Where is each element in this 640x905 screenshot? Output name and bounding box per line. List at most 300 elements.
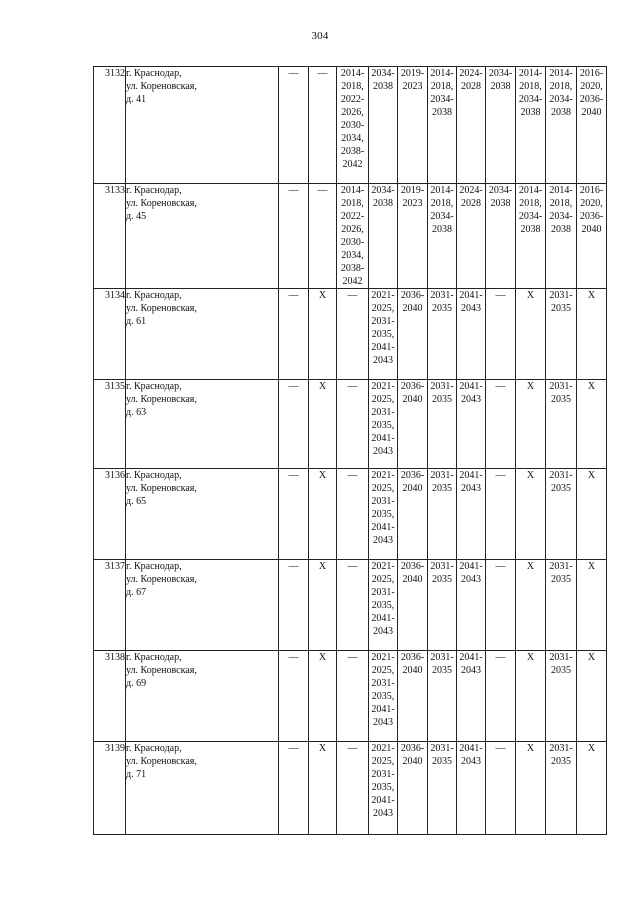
table-row xyxy=(94,380,607,469)
value-cell xyxy=(546,289,577,380)
value-line: — xyxy=(495,743,506,754)
value-line: — xyxy=(288,652,299,663)
value-line: 2035 xyxy=(551,303,571,314)
value-line: 2016- xyxy=(579,185,604,196)
value-line: 2041- xyxy=(459,743,483,754)
value-cell xyxy=(457,67,486,184)
value-line: 2018, xyxy=(549,198,573,209)
value-cell xyxy=(398,742,428,835)
value-cell xyxy=(428,742,457,835)
value-line: 2024- xyxy=(459,185,483,196)
value-line: 2025, xyxy=(371,303,395,314)
value-cell xyxy=(457,742,486,835)
value-line: X xyxy=(526,470,535,481)
value-line: 2034- xyxy=(518,94,543,105)
value-line: 2038 xyxy=(551,224,571,235)
value-line: 2040 xyxy=(402,756,423,767)
value-line: 2031- xyxy=(549,561,573,572)
address-line: г. Краснодар, xyxy=(126,743,182,754)
value-line: 2021- xyxy=(371,470,395,481)
value-cell xyxy=(546,651,577,742)
address-line: ул. Кореновская, xyxy=(126,394,197,405)
address-line: д. 41 xyxy=(126,94,147,105)
value-line: — xyxy=(347,470,358,481)
value-cell xyxy=(577,380,607,469)
value-line: 2021- xyxy=(371,381,395,392)
value-line: 2018, xyxy=(430,198,454,209)
value-line: 2043 xyxy=(373,717,393,728)
value-line: 2041- xyxy=(371,522,395,533)
value-line: 2040 xyxy=(581,224,602,235)
value-line: 2031- xyxy=(549,290,573,301)
value-line: 2028 xyxy=(461,198,481,209)
address-line: ул. Кореновская, xyxy=(126,81,197,92)
value-line: 2036- xyxy=(400,470,425,481)
value-cell xyxy=(309,469,337,560)
value-line: 2034- xyxy=(371,68,395,79)
value-line: 2043 xyxy=(461,483,481,494)
value-line: 2038- xyxy=(340,263,365,274)
value-cell xyxy=(457,184,486,289)
value-line: 2038 xyxy=(373,198,393,209)
value-line: X xyxy=(318,381,327,392)
value-cell xyxy=(546,469,577,560)
value-line: 2043 xyxy=(373,446,393,457)
value-line: 2035 xyxy=(551,574,571,585)
value-line: 2031- xyxy=(430,652,454,663)
value-cell xyxy=(398,289,428,380)
value-cell xyxy=(309,742,337,835)
value-line: 2025, xyxy=(371,665,395,676)
value-line: 2031- xyxy=(549,743,573,754)
value-line: 2019- xyxy=(400,185,425,196)
value-line: 2043 xyxy=(461,756,481,767)
row-number: 3134 xyxy=(94,289,126,380)
value-cell xyxy=(486,651,516,742)
value-line: — xyxy=(347,743,358,754)
value-line: 2040 xyxy=(402,665,423,676)
value-line: X xyxy=(587,561,596,572)
value-cell xyxy=(337,380,369,469)
value-line: 2034- xyxy=(371,185,395,196)
value-cell xyxy=(577,469,607,560)
value-line: X xyxy=(526,290,535,301)
value-line: 2042 xyxy=(342,159,363,170)
value-line: 2031- xyxy=(430,561,454,572)
value-line: 2041- xyxy=(459,290,483,301)
value-cell xyxy=(428,469,457,560)
value-line: 2035 xyxy=(432,394,452,405)
address-line: д. 65 xyxy=(126,496,147,507)
value-cell xyxy=(546,380,577,469)
value-line: 2036- xyxy=(400,381,425,392)
value-line: 2035 xyxy=(432,483,452,494)
value-line: 2036- xyxy=(400,743,425,754)
address-line: ул. Кореновская, xyxy=(126,756,197,767)
value-cell xyxy=(279,469,309,560)
value-cell xyxy=(486,184,516,289)
value-line: 2041- xyxy=(371,342,395,353)
value-cell xyxy=(516,184,546,289)
value-line: — xyxy=(347,652,358,663)
value-line: 2034, xyxy=(341,250,364,261)
value-line: 2041- xyxy=(371,795,395,806)
value-cell xyxy=(337,651,369,742)
address-cell xyxy=(126,184,279,289)
value-line: 2028 xyxy=(461,81,481,92)
address-line: г. Краснодар, xyxy=(126,561,182,572)
value-line: X xyxy=(587,652,596,663)
address-line: ул. Кореновская, xyxy=(126,574,197,585)
value-line: 2035 xyxy=(551,483,571,494)
value-cell xyxy=(398,380,428,469)
value-line: 2022- xyxy=(340,211,365,222)
value-line: 2034- xyxy=(549,211,573,222)
address-cell xyxy=(126,742,279,835)
address-cell xyxy=(126,651,279,742)
value-line: 2021- xyxy=(371,743,395,754)
address-line: д. 69 xyxy=(126,678,147,689)
address-line: г. Краснодар, xyxy=(126,652,182,663)
value-line: X xyxy=(318,561,327,572)
value-line: 2022- xyxy=(340,94,365,105)
value-line: X xyxy=(318,743,327,754)
value-line: 2035, xyxy=(371,600,395,611)
value-line: 2018, xyxy=(430,81,454,92)
address-cell xyxy=(126,380,279,469)
address-line: г. Краснодар, xyxy=(126,68,182,79)
address-cell xyxy=(126,469,279,560)
value-line: 2036- xyxy=(579,211,604,222)
value-line: 2031- xyxy=(430,470,454,481)
value-line: X xyxy=(587,381,596,392)
value-line: — xyxy=(288,68,299,79)
address-line: г. Краснодар, xyxy=(126,381,182,392)
value-line: X xyxy=(318,290,327,301)
address-line: ул. Кореновская, xyxy=(126,198,197,209)
value-line: 2043 xyxy=(373,355,393,366)
row-number: 3137 xyxy=(94,560,126,651)
value-line: 2041- xyxy=(459,652,483,663)
row-number: 3133 xyxy=(94,184,126,289)
value-line: 2031- xyxy=(549,470,573,481)
value-line: X xyxy=(526,381,535,392)
value-line: 2014- xyxy=(340,68,365,79)
value-line: 2043 xyxy=(373,808,393,819)
value-line: 2030- xyxy=(340,237,365,248)
value-line: 2043 xyxy=(461,394,481,405)
row-number: 3135 xyxy=(94,380,126,469)
address-line: д. 71 xyxy=(126,769,147,780)
value-cell xyxy=(428,560,457,651)
value-cell xyxy=(516,67,546,184)
value-cell xyxy=(309,184,337,289)
value-line: 2041- xyxy=(459,470,483,481)
value-cell xyxy=(486,469,516,560)
value-cell xyxy=(369,560,398,651)
value-line: 2016- xyxy=(579,68,604,79)
value-cell xyxy=(516,742,546,835)
value-cell xyxy=(309,67,337,184)
value-line: 2038 xyxy=(373,81,393,92)
row-number: 3136 xyxy=(94,469,126,560)
value-cell xyxy=(428,184,457,289)
value-line: 2038 xyxy=(490,198,511,209)
value-cell xyxy=(486,560,516,651)
value-cell xyxy=(546,184,577,289)
value-line: 2034, xyxy=(341,133,364,144)
register-table xyxy=(93,66,607,835)
value-line: 2020, xyxy=(580,81,603,92)
value-line: X xyxy=(587,743,596,754)
value-cell xyxy=(577,289,607,380)
value-line: — xyxy=(288,290,299,301)
value-line: 2040 xyxy=(581,107,602,118)
table-row xyxy=(94,469,607,560)
value-line: 2035 xyxy=(432,574,452,585)
value-cell xyxy=(428,380,457,469)
value-line: 2038 xyxy=(520,107,541,118)
address-line: г. Краснодар, xyxy=(126,185,182,196)
value-line: 2035, xyxy=(371,329,395,340)
value-line: 2020, xyxy=(580,198,603,209)
value-line: 2025, xyxy=(371,574,395,585)
value-line: 2038 xyxy=(490,81,511,92)
value-cell xyxy=(486,289,516,380)
value-line: 2030- xyxy=(340,120,365,131)
value-line: 2034- xyxy=(430,211,454,222)
value-line: — xyxy=(288,561,299,572)
value-line: 2026, xyxy=(341,224,364,235)
value-cell xyxy=(279,742,309,835)
value-line: 2035 xyxy=(432,756,452,767)
address-line: г. Краснодар, xyxy=(126,290,182,301)
value-cell xyxy=(309,560,337,651)
value-cell xyxy=(337,67,369,184)
value-cell xyxy=(398,651,428,742)
value-line: 2034- xyxy=(518,211,543,222)
value-line: 2031- xyxy=(371,407,395,418)
value-cell xyxy=(428,67,457,184)
table-row xyxy=(94,560,607,651)
value-line: 2031- xyxy=(371,678,395,689)
value-line: — xyxy=(495,561,506,572)
address-line: д. 61 xyxy=(126,316,147,327)
value-line: X xyxy=(526,652,535,663)
value-line: — xyxy=(495,652,506,663)
value-line: 2018, xyxy=(519,198,542,209)
value-line: — xyxy=(288,743,299,754)
value-cell xyxy=(577,651,607,742)
value-line: 2031- xyxy=(371,316,395,327)
value-line: 2025, xyxy=(371,394,395,405)
value-line: 2042 xyxy=(342,276,363,287)
value-line: 2041- xyxy=(371,433,395,444)
address-line: г. Краснодар, xyxy=(126,470,182,481)
value-cell xyxy=(279,289,309,380)
value-cell xyxy=(279,380,309,469)
value-line: 2035 xyxy=(432,665,452,676)
value-cell xyxy=(486,742,516,835)
value-line: 2043 xyxy=(373,535,393,546)
value-line: 2038 xyxy=(520,224,541,235)
value-line: 2036- xyxy=(400,652,425,663)
value-cell xyxy=(279,560,309,651)
row-number: 3138 xyxy=(94,651,126,742)
value-line: X xyxy=(318,652,327,663)
value-cell xyxy=(309,380,337,469)
value-line: 2014- xyxy=(549,68,573,79)
value-line: — xyxy=(288,470,299,481)
value-cell xyxy=(279,67,309,184)
value-line: 2023 xyxy=(402,81,423,92)
value-cell xyxy=(546,560,577,651)
value-line: 2018, xyxy=(341,81,364,92)
value-cell xyxy=(369,184,398,289)
value-cell xyxy=(337,742,369,835)
value-cell xyxy=(369,651,398,742)
value-cell xyxy=(309,289,337,380)
value-line: 2018, xyxy=(519,81,542,92)
value-line: 2035, xyxy=(371,691,395,702)
value-cell xyxy=(457,289,486,380)
value-cell xyxy=(577,560,607,651)
value-line: 2036- xyxy=(579,94,604,105)
value-line: — xyxy=(495,290,506,301)
value-cell xyxy=(457,651,486,742)
value-line: — xyxy=(347,381,358,392)
value-line: 2025, xyxy=(371,483,395,494)
value-line: — xyxy=(288,185,299,196)
value-cell xyxy=(369,380,398,469)
value-cell xyxy=(279,184,309,289)
value-line: 2040 xyxy=(402,303,423,314)
value-cell xyxy=(337,289,369,380)
value-cell xyxy=(457,560,486,651)
value-line: 2021- xyxy=(371,290,395,301)
table-row xyxy=(94,742,607,835)
address-line: ул. Кореновская, xyxy=(126,665,197,676)
table-row xyxy=(94,651,607,742)
address-cell xyxy=(126,560,279,651)
value-line: 2023 xyxy=(402,198,423,209)
table-row xyxy=(94,184,607,289)
value-line: 2014- xyxy=(549,185,573,196)
value-line: 2035 xyxy=(551,756,571,767)
value-cell xyxy=(516,289,546,380)
value-line: 2031- xyxy=(371,496,395,507)
value-line: 2034- xyxy=(488,185,513,196)
value-cell xyxy=(428,651,457,742)
value-line: X xyxy=(526,743,535,754)
value-line: — xyxy=(495,470,506,481)
value-line: X xyxy=(318,470,327,481)
value-line: X xyxy=(587,290,596,301)
value-cell xyxy=(577,184,607,289)
value-line: — xyxy=(347,290,358,301)
address-cell xyxy=(126,289,279,380)
value-cell xyxy=(309,651,337,742)
value-line: 2038 xyxy=(432,224,452,235)
value-line: 2035, xyxy=(371,420,395,431)
value-line: 2041- xyxy=(459,561,483,572)
value-cell xyxy=(577,742,607,835)
value-line: 2018, xyxy=(341,198,364,209)
value-line: 2035 xyxy=(432,303,452,314)
value-line: X xyxy=(587,470,596,481)
value-line: 2040 xyxy=(402,574,423,585)
value-line: — xyxy=(495,381,506,392)
value-line: 2035, xyxy=(371,782,395,793)
value-cell xyxy=(337,560,369,651)
value-line: — xyxy=(317,185,328,196)
value-cell xyxy=(428,289,457,380)
value-cell xyxy=(337,184,369,289)
address-line: ул. Кореновская, xyxy=(126,483,197,494)
value-line: 2031- xyxy=(430,381,454,392)
row-number: 3139 xyxy=(94,742,126,835)
value-line: 2026, xyxy=(341,107,364,118)
value-line: 2014- xyxy=(518,68,543,79)
value-cell xyxy=(398,67,428,184)
value-cell xyxy=(516,560,546,651)
value-line: 2040 xyxy=(402,394,423,405)
value-line: 2038 xyxy=(551,107,571,118)
value-line: 2021- xyxy=(371,561,395,572)
value-cell xyxy=(369,289,398,380)
value-line: 2031- xyxy=(371,587,395,598)
value-line: 2043 xyxy=(373,626,393,637)
value-cell xyxy=(369,742,398,835)
address-cell xyxy=(126,67,279,184)
row-number: 3132 xyxy=(94,67,126,184)
value-line: 2031- xyxy=(430,743,454,754)
value-line: 2034- xyxy=(430,94,454,105)
value-line: 2041- xyxy=(371,613,395,624)
table-row xyxy=(94,289,607,380)
address-line: д. 63 xyxy=(126,407,147,418)
value-line: 2034- xyxy=(488,68,513,79)
value-line: 2014- xyxy=(430,68,454,79)
value-line: 2040 xyxy=(402,483,423,494)
value-line: 2018, xyxy=(549,81,573,92)
value-line: 2041- xyxy=(459,381,483,392)
value-cell xyxy=(369,469,398,560)
value-line: 2014- xyxy=(340,185,365,196)
value-cell xyxy=(546,67,577,184)
value-cell xyxy=(398,560,428,651)
value-cell xyxy=(516,651,546,742)
value-line: 2034- xyxy=(549,94,573,105)
value-line: 2031- xyxy=(371,769,395,780)
value-line: 2031- xyxy=(549,381,573,392)
value-cell xyxy=(516,380,546,469)
value-line: 2038 xyxy=(432,107,452,118)
value-line: — xyxy=(347,561,358,572)
value-line: 2019- xyxy=(400,68,425,79)
value-cell xyxy=(546,742,577,835)
value-line: 2035, xyxy=(371,509,395,520)
value-line: 2014- xyxy=(518,185,543,196)
value-cell xyxy=(577,67,607,184)
value-line: — xyxy=(288,381,299,392)
page-number: 304 xyxy=(311,30,329,42)
value-line: 2024- xyxy=(459,68,483,79)
address-line: ул. Кореновская, xyxy=(126,303,197,314)
value-cell xyxy=(486,380,516,469)
address-line: д. 67 xyxy=(126,587,147,598)
value-cell xyxy=(457,380,486,469)
